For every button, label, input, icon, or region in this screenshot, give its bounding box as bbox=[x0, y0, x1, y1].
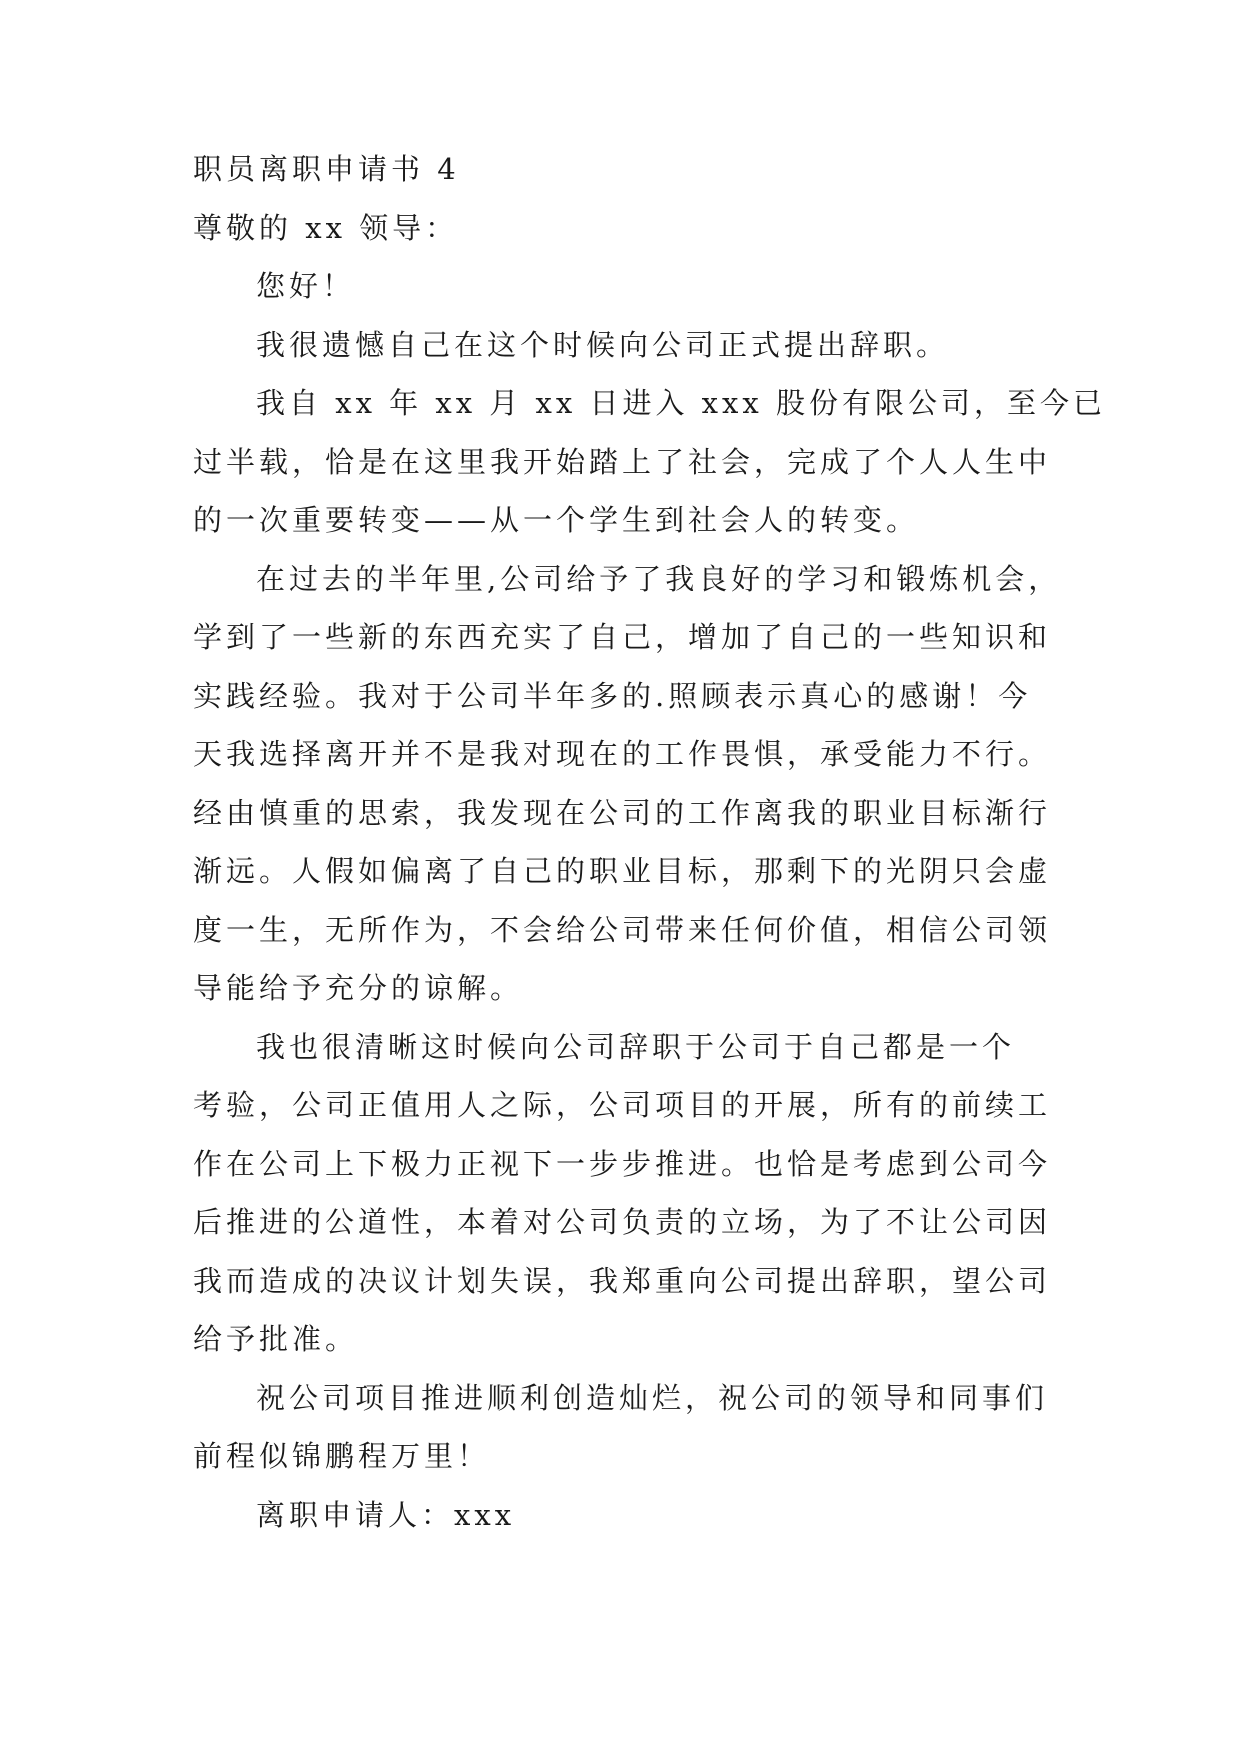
paragraph-4 bbox=[193, 1018, 1053, 1369]
paragraph-line: 实践经验。我对于公司半年多的.照顾表示真心的感谢！今 bbox=[193, 678, 1032, 713]
paragraph-2 bbox=[193, 374, 1106, 550]
paragraph-line: 我很遗憾自己在这个时候向公司正式提出辞职。 bbox=[256, 327, 950, 362]
paragraph-line: 我自 xx 年 xx 月 xx 日进入 xxx 股份有限公司，至今已 bbox=[256, 386, 1106, 420]
paragraph-line: 作在公司上下极力正视下一步步推进。也恰是考虑到公司今 bbox=[193, 1146, 1052, 1181]
paragraph-line: 后推进的公道性，本着对公司负责的立场，为了不让公司因 bbox=[193, 1205, 1052, 1239]
paragraph-line: 在过去的半年里,公司给予了我良好的学习和锻炼机会， bbox=[256, 561, 1062, 596]
paragraph-line: 导能给予充分的谅解。 bbox=[193, 971, 524, 1005]
paragraph-line: 过半载，恰是在这里我开始踏上了社会，完成了个人人生中 bbox=[193, 444, 1052, 479]
paragraph-line: 祝公司项目推进顺利创造灿烂，祝公司的领导和同事们 bbox=[256, 1380, 1049, 1415]
greeting: 您好！ bbox=[256, 269, 356, 303]
paragraph-line: 考验，公司正值用人之际，公司项目的开展，所有的前续工 bbox=[193, 1088, 1052, 1122]
paragraph-1 bbox=[193, 316, 1053, 375]
paragraph-line: 给予批准。 bbox=[193, 1322, 359, 1356]
paragraph-line: 的一次重要转变——从一个学生到社会人的转变。 bbox=[193, 503, 920, 537]
paragraph-5 bbox=[193, 1369, 1053, 1486]
document-title: 职员离职申请书 4 bbox=[193, 152, 460, 186]
paragraph-line: 经由慎重的思索，我发现在公司的工作离我的职业目标渐行 bbox=[193, 795, 1052, 830]
salutation: 尊敬的 xx 领导： bbox=[193, 210, 459, 245]
signature: 离职申请人：xxx bbox=[256, 1497, 516, 1532]
paragraph-line: 前程似锦鹏程万里！ bbox=[193, 1439, 491, 1473]
document-page bbox=[193, 140, 1106, 1544]
paragraph-line: 学到了一些新的东西充实了自己，增加了自己的一些知识和 bbox=[193, 620, 1052, 654]
paragraph-line: 我也很清晰这时候向公司辞职于公司于自己都是一个 bbox=[256, 1029, 1016, 1064]
paragraph-line: 我而造成的决议计划失误，我郑重向公司提出辞职，望公司 bbox=[193, 1263, 1052, 1298]
paragraph-line: 度一生，无所作为，不会给公司带来任何价值，相信公司领 bbox=[193, 912, 1052, 947]
paragraph-3 bbox=[193, 550, 1062, 1018]
paragraph-line: 渐远。人假如偏离了自己的职业目标，那剩下的光阴只会虚 bbox=[193, 854, 1052, 888]
paragraph-line: 天我选择离开并不是我对现在的工作畏惧，承受能力不行。 bbox=[193, 737, 1052, 771]
